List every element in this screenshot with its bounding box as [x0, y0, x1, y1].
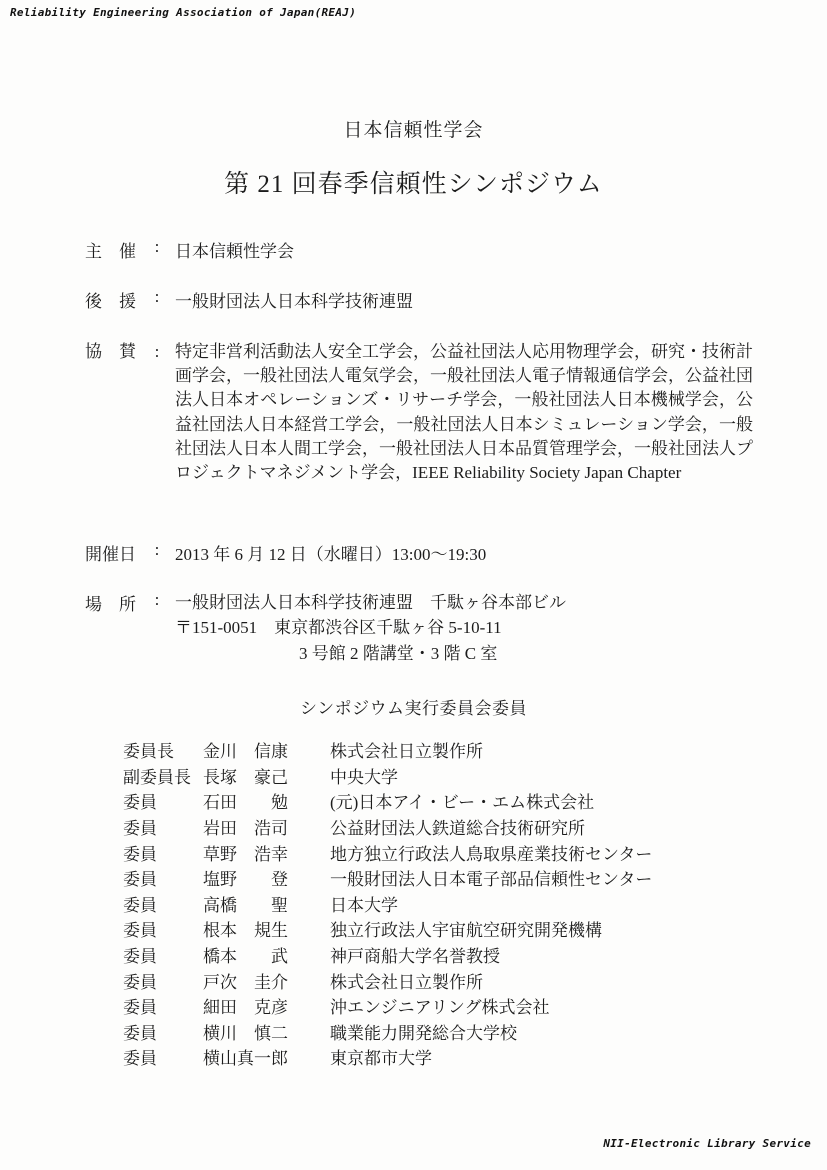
- member-name: 横川 慎二: [203, 1023, 288, 1043]
- date-value: 2013 年 6 月 12 日（水曜日）13:00～19:30: [175, 545, 487, 564]
- committee-row: [123, 788, 787, 814]
- member-role: 委員: [123, 1049, 157, 1069]
- member-affiliation: 公益財団法人鉄道総合技術研究所: [330, 819, 585, 839]
- member-name: 石田 勉: [203, 793, 288, 813]
- member-affiliation: (元)日本アイ・ビー・エム株式会社: [330, 793, 595, 813]
- member-affiliation: 中央大学: [330, 767, 398, 787]
- organizer-colon: :: [154, 237, 160, 256]
- date-colon: :: [154, 540, 160, 559]
- support-label: 後 援: [85, 292, 136, 311]
- committee-heading: シンポジウム実行委員会委員: [300, 699, 527, 718]
- venue-label: 場 所: [85, 595, 136, 614]
- member-affiliation: 東京都市大学: [330, 1049, 432, 1069]
- member-name: 岩田 浩司: [203, 819, 288, 839]
- venue-room: 3 号館 2 階講堂・3 階 C 室: [299, 643, 498, 663]
- member-name: 細田 克彦: [203, 998, 288, 1018]
- committee-row: [123, 967, 787, 993]
- society-title: 日本信頼性学会: [343, 120, 484, 141]
- date-row: [85, 540, 486, 565]
- member-role: 委員: [123, 793, 157, 813]
- member-role: 委員: [123, 921, 157, 941]
- organizer-value: 日本信頼性学会: [175, 242, 294, 261]
- committee-row: [123, 814, 787, 840]
- member-role: 委員: [123, 1023, 157, 1043]
- organizer-row: [85, 237, 294, 262]
- sponsor-label: 協 賛: [85, 342, 136, 361]
- committee-row: [123, 865, 787, 891]
- member-name: 長塚 豪己: [203, 767, 288, 787]
- sponsor-value: 特定非営利活動法人安全工学会，公益社団法人応用物理学会，研究・技術計画学会，一般社団法人電気学会，一般社団法人電子情報通信学会，公益社団法人日本オペレーションズ・リサーチ学会，一般社団法人日本機械学会，公益社団法人日本経営工学会，一般社団法人日本シミュレーション学会，一般社団法人日本人間工学会，一般社団法人日本品質管理学会，一般社団法人プロジェクトマネジメント学会，IEEE Reliability Society Japan Chapter: [175, 342, 753, 483]
- sponsor-row: [85, 340, 753, 485]
- member-role: 委員: [123, 998, 157, 1018]
- date-label: 開催日: [85, 545, 136, 564]
- committee-row: [123, 763, 787, 789]
- member-role: 委員: [123, 895, 157, 915]
- member-name: 高橋 聖: [203, 895, 288, 915]
- venue-lines: [175, 590, 566, 666]
- footer-watermark: NII-Electronic Library Service: [603, 1137, 811, 1150]
- support-value: 一般財団法人日本科学技術連盟: [175, 292, 413, 311]
- member-name: 戸次 圭介: [203, 972, 288, 992]
- member-affiliation: 日本大学: [330, 895, 398, 915]
- support-row: [85, 287, 413, 312]
- member-role: 委員: [123, 870, 157, 890]
- committee-row: [123, 942, 787, 968]
- committee-row: [123, 1019, 787, 1045]
- venue-address: 〒151-0051 東京都渋谷区千駄ヶ谷 5-10-11: [175, 618, 502, 638]
- committee-row: [123, 993, 787, 1019]
- symposium-title: 第 21 回春季信頼性シンポジウム: [224, 171, 603, 198]
- member-name: 横山真一郎: [203, 1049, 288, 1069]
- member-role: 委員長: [123, 742, 174, 762]
- member-affiliation: 神戸商船大学名誉教授: [330, 947, 500, 967]
- committee-row: [123, 916, 787, 942]
- member-name: 根本 規生: [203, 921, 288, 941]
- member-role: 委員: [123, 972, 157, 992]
- venue-colon: :: [154, 590, 160, 609]
- committee-row: [123, 737, 787, 763]
- sponsor-colon: :: [154, 342, 160, 361]
- member-name: 橋本 武: [203, 947, 288, 967]
- member-role: 委員: [123, 947, 157, 967]
- member-affiliation: 一般財団法人日本電子部品信頼性センター: [330, 870, 653, 890]
- venue-name: 一般財団法人日本科学技術連盟 千駄ヶ谷本部ビル: [175, 593, 566, 612]
- committee-row: [123, 1044, 787, 1070]
- member-name: 塩野 登: [203, 870, 288, 890]
- committee-table: [123, 737, 787, 1070]
- member-name: 草野 浩幸: [203, 844, 288, 864]
- member-role: 委員: [123, 819, 157, 839]
- member-affiliation: 株式会社日立製作所: [330, 972, 483, 992]
- member-affiliation: 株式会社日立製作所: [330, 742, 483, 762]
- committee-row: [123, 839, 787, 865]
- member-role: 委員: [123, 844, 157, 864]
- support-colon: :: [154, 287, 160, 306]
- member-affiliation: 沖エンジニアリング株式会社: [330, 998, 550, 1018]
- committee-row: [123, 891, 787, 917]
- member-role: 副委員長: [123, 767, 191, 787]
- member-affiliation: 職業能力開発総合大学校: [330, 1023, 517, 1043]
- member-affiliation: 独立行政法人宇宙航空研究開発機構: [330, 921, 602, 941]
- header-watermark: Reliability Engineering Association of Japan(REAJ): [10, 6, 357, 19]
- venue-row: [85, 590, 566, 666]
- member-name: 金川 信康: [203, 742, 288, 762]
- organizer-label: 主 催: [85, 242, 136, 261]
- member-affiliation: 地方独立行政法人鳥取県産業技術センター: [330, 844, 653, 864]
